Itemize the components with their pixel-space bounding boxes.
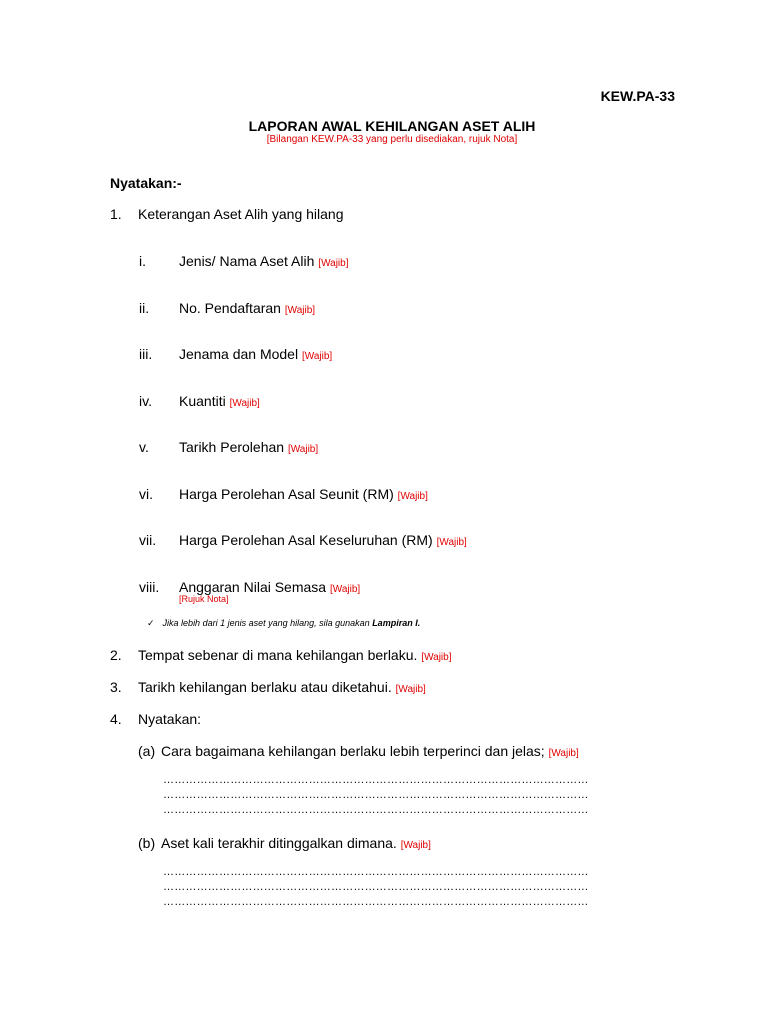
- document-subtitle: [Bilangan KEW.PA-33 yang perlu disediakan, rujuk Nota]: [266, 134, 518, 145]
- section-3-label: Tarikh kehilangan berlaku atau diketahui.: [138, 679, 392, 695]
- item-nilai-semasa: [179, 579, 360, 595]
- item-number: ii.: [139, 300, 150, 316]
- rujuk-nota-tag: [Rujuk Nota]: [179, 594, 229, 604]
- item-number: vi.: [139, 486, 153, 502]
- wajib-tag: [Wajib]: [421, 652, 452, 663]
- answer-line-4a-2[interactable]: ……………………………………………………………………………………………………: [163, 789, 589, 801]
- section-2-number: 2.: [110, 647, 122, 663]
- section-4-number: 4.: [110, 711, 122, 727]
- item-label: Kuantiti: [179, 393, 226, 409]
- answer-line-4b-1[interactable]: ……………………………………………………………………………………………………: [163, 866, 589, 878]
- item-label: Jenis/ Nama Aset Alih: [179, 253, 315, 269]
- item-label: Harga Perolehan Asal Seunit (RM): [179, 486, 394, 502]
- item-label: Anggaran Nilai Semasa: [179, 579, 327, 595]
- item-number: iv.: [139, 393, 152, 409]
- section-4b-number: (b): [138, 835, 156, 851]
- answer-line-4b-3[interactable]: ……………………………………………………………………………………………………: [163, 896, 589, 908]
- wajib-tag: [Wajib]: [400, 840, 431, 851]
- item-number: v.: [139, 439, 149, 455]
- wajib-tag: [Wajib]: [287, 444, 319, 455]
- wajib-tag: [Wajib]: [284, 305, 316, 316]
- section-3-row: [138, 679, 426, 695]
- item-label: No. Pendaftaran: [179, 300, 281, 316]
- wajib-tag: [Wajib]: [229, 398, 260, 409]
- section-4a-label: Cara bagaimana kehilangan berlaku lebih terperinci dan jelas;: [161, 743, 545, 759]
- answer-line-4a-3[interactable]: ……………………………………………………………………………………………………: [163, 804, 589, 816]
- answer-line-4b-2[interactable]: ……………………………………………………………………………………………………: [163, 881, 589, 893]
- section-4-label: Nyatakan:: [138, 711, 202, 727]
- wajib-tag: [Wajib]: [397, 491, 428, 502]
- wajib-tag: [Wajib]: [548, 748, 579, 759]
- section-2-label: Tempat sebenar di mana kehilangan berlaku.: [138, 647, 418, 663]
- item-label: Tarikh Perolehan: [179, 439, 285, 455]
- answer-line-4a-1[interactable]: ……………………………………………………………………………………………………: [163, 774, 589, 786]
- section-4a-row: [161, 743, 579, 759]
- item-jenama: [179, 346, 332, 362]
- section-1-label: Keterangan Aset Alih yang hilang: [138, 206, 344, 222]
- item-jenis: [179, 253, 349, 269]
- checkmark-icon: ✓: [147, 618, 155, 628]
- item-harga-seunit: [179, 486, 428, 502]
- note-text: Jika lebih dari 1 jenis aset yang hilang, sila gunakan: [162, 618, 373, 628]
- lampiran-note: [147, 618, 420, 629]
- nyatakan-heading: Nyatakan:-: [110, 175, 182, 191]
- item-label: Harga Perolehan Asal Keseluruhan (RM): [179, 532, 433, 548]
- wajib-tag: [Wajib]: [318, 258, 349, 269]
- section-4b-row: [161, 835, 431, 851]
- form-code: KEW.PA-33: [600, 88, 675, 104]
- item-kuantiti: [179, 393, 260, 409]
- item-tarikh-perolehan: [179, 439, 318, 455]
- note-lampiran: Lampiran I.: [372, 618, 421, 628]
- item-number: i.: [139, 253, 146, 269]
- item-label: Jenama dan Model: [179, 346, 299, 362]
- section-4b-label: Aset kali terakhir ditinggalkan dimana.: [161, 835, 397, 851]
- wajib-tag: [Wajib]: [395, 684, 426, 695]
- item-number: vii.: [139, 532, 157, 548]
- section-2-row: [138, 647, 452, 663]
- item-no-pendaftaran: [179, 300, 315, 316]
- wajib-tag: [Wajib]: [329, 584, 361, 595]
- section-3-number: 3.: [110, 679, 122, 695]
- item-number: viii.: [139, 579, 160, 595]
- section-4a-number: (a): [138, 743, 156, 759]
- section-1-number: 1.: [110, 206, 122, 222]
- wajib-tag: [Wajib]: [301, 351, 333, 362]
- wajib-tag: [Wajib]: [436, 537, 467, 548]
- item-number: iii.: [139, 346, 153, 362]
- item-harga-keseluruhan: [179, 532, 467, 548]
- document-title: LAPORAN AWAL KEHILANGAN ASET ALIH: [248, 118, 536, 134]
